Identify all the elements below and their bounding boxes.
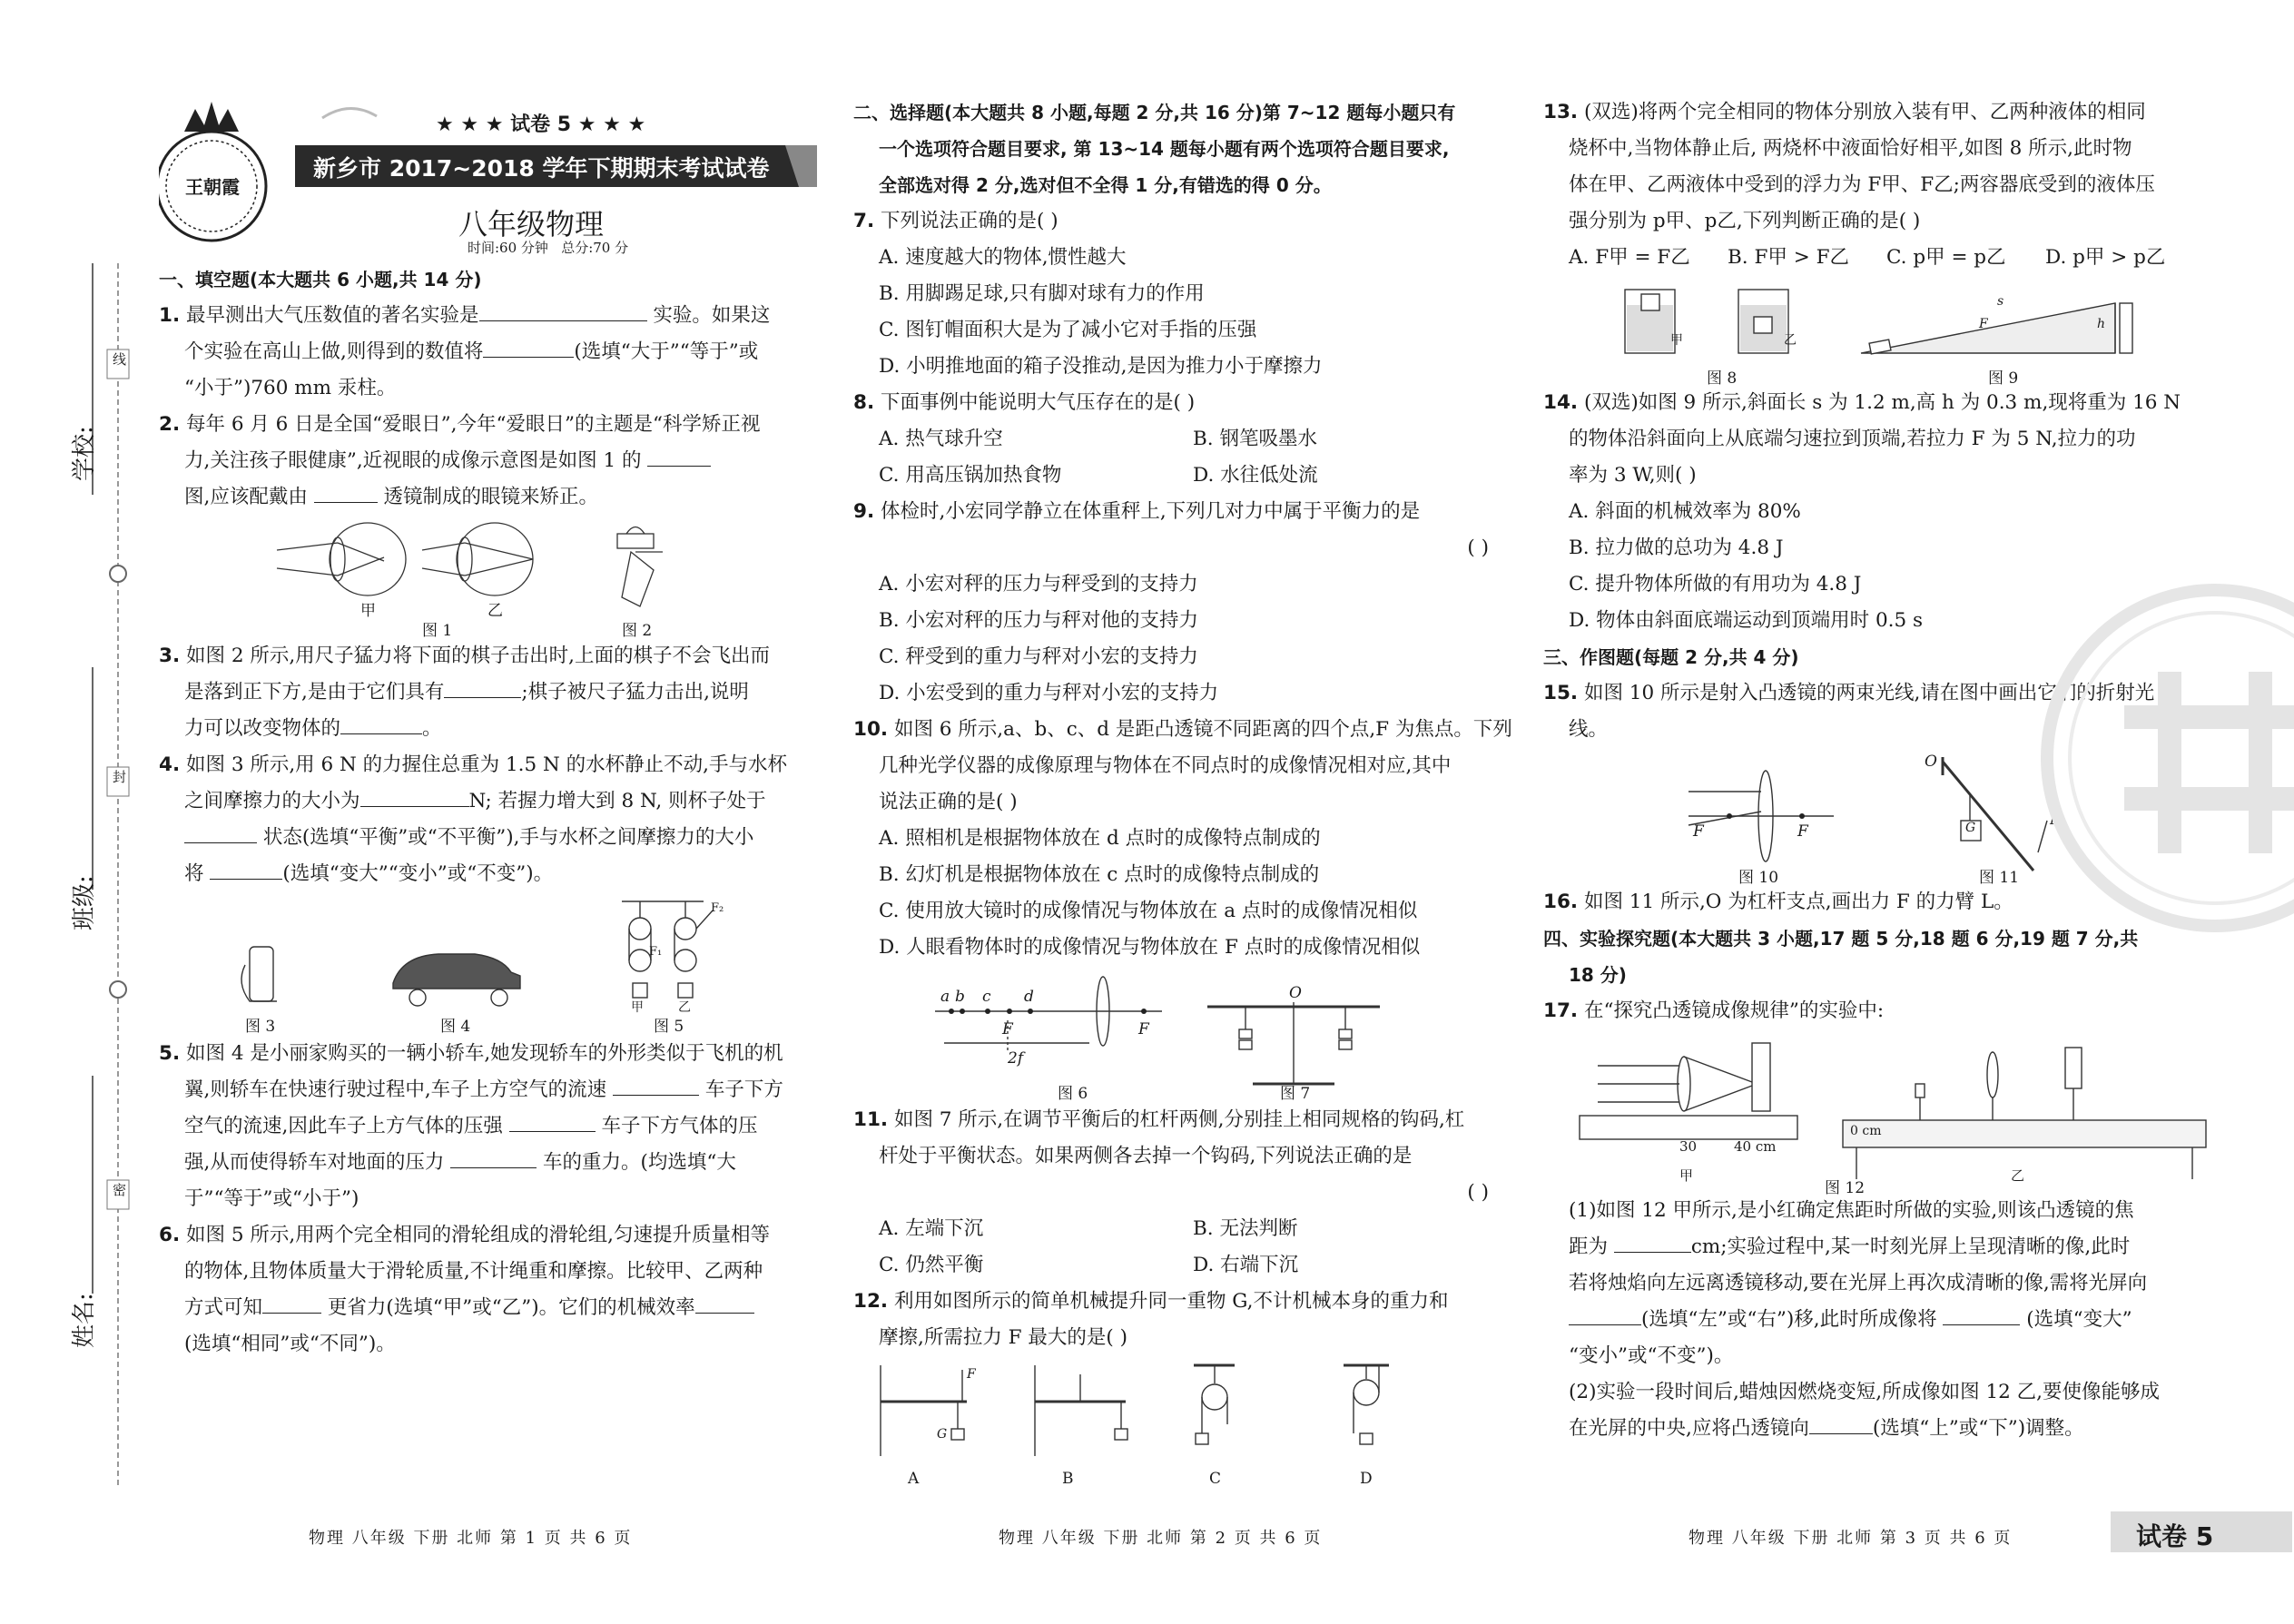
q16-line: 16. 如图 11 所示,O 为杠杆支点,画出力 F 的力臂 L。 [1543, 891, 2013, 913]
q12-line-2: 摩擦,所需拉力 F 最大的是( ) [879, 1326, 1128, 1349]
fig6-caption: 图 6 [1058, 1085, 1088, 1103]
fig9-h: h [2097, 317, 2106, 331]
q8-option-b[interactable]: B. 钢笔吸墨水 [1193, 428, 1317, 450]
lens-lever-diagram [853, 966, 1507, 1102]
q14-line-3: 率为 3 W,则( ) [1569, 464, 1697, 487]
fig10-f-right: F [1797, 822, 1808, 841]
q12-label-b[interactable]: B [1062, 1470, 1074, 1488]
q11-options-row-1 [853, 1211, 1507, 1247]
q17-blank-2[interactable] [1569, 1305, 1641, 1325]
q14-option-a[interactable]: A. 斜面的机械效率为 80% [1569, 500, 1801, 523]
q10-line-2: 几种光学仪器的成像原理与物体在不同点时的成像情况相对应,其中 [879, 754, 1452, 777]
fig7-caption: 图 7 [1280, 1085, 1311, 1103]
q13-line-3: 体在甲、乙两液体中受到的浮力为 F甲、F乙;两容器底受到的液体压 [1569, 173, 2155, 196]
seal-watermark [2033, 581, 2294, 935]
q5-line-2: 翼,则轿车在快速行驶过程中,车子上方空气的流速 车子下方 [159, 1072, 822, 1108]
q6-line-1: 6. 如图 5 所示,用两个完全相同的滑轮组成的滑轮组,匀速提升质量相等 [159, 1224, 771, 1246]
q11-line-1: 11. 如图 7 所示,在调节平衡后的杠杆两侧,分别挂上相同规格的钩码,杠 [853, 1108, 1465, 1131]
figures-3-5 [159, 892, 822, 1036]
q8-option-d[interactable]: D. 水往低处流 [1193, 464, 1318, 487]
fig6-f-left: F [1002, 1020, 1013, 1038]
q14-option-b[interactable]: B. 拉力做的总功为 4.8 J [1569, 536, 1784, 559]
section-4-heading-2: 18 分) [1569, 964, 1627, 986]
exam-title: 新乡市 2017~2018 学年下期期末考试试卷 [313, 155, 770, 182]
fig1-caption: 图 1 [422, 622, 453, 640]
q6-blank-1[interactable] [262, 1294, 321, 1314]
q6-line-2: 的物体,且物体质量大于滑轮质量,不计绳重和摩擦。比较甲、乙两种 [184, 1260, 763, 1283]
q13-line-1: 13. (双选)将两个完全相同的物体分别放入装有甲、乙两种液体的相同 [1543, 101, 2146, 123]
q12-label-c[interactable]: C [1209, 1470, 1222, 1488]
q6-line-3: 方式可知 更省力(选填“甲”或“乙”)。它们的机械效率 [159, 1290, 822, 1326]
fig10-caption: 图 10 [1738, 869, 1779, 887]
fig10-f-left: F [1693, 822, 1704, 841]
q2-line-1: 2. 每年 6 月 6 日是全国“爱眼日”,今年“爱眼日”的主题是“科学矫正视 [159, 413, 761, 436]
q13-line-4: 强分别为 p甲、p乙,下列判断正确的是( ) [1569, 210, 1921, 232]
fig12-tick-40: 40 cm [1734, 1138, 1777, 1155]
fig1-label-b: 乙 [487, 602, 503, 620]
subject-title: 八年级物理 [458, 207, 605, 241]
q10-option-c[interactable]: C. 使用放大镜时的成像情况与物体放在 a 点时的成像情况相似 [879, 900, 1418, 922]
name-label: 姓名: [71, 1293, 98, 1348]
q10-option-b[interactable]: B. 幻灯机是根据物体放在 c 点时的成像特点制成的 [879, 863, 1320, 886]
q15-line-1: 15. 如图 10 所示是射入凸透镜的两束光线,请在图中画出它们的折射光 [1543, 682, 2155, 704]
fig11-caption: 图 11 [1979, 869, 2020, 887]
q10-line-1: 10. 如图 6 所示,a、b、c、d 是距凸透镜不同距离的四个点,F 为焦点。下列 [853, 718, 1512, 741]
q2-line-3: 图,应该配戴由 透镜制成的眼镜来矫正。 [159, 479, 822, 516]
school-label: 学校: [71, 426, 98, 481]
fig11-f: F [2050, 813, 2059, 828]
q1-line-2: 个实验在高山上做,则得到的数值将 (选填“大于”“等于”或 [159, 334, 822, 370]
q11-option-b[interactable]: B. 无法判断 [1193, 1217, 1298, 1240]
binding-line [0, 0, 159, 1624]
figure-12 [1543, 1029, 2220, 1197]
class-label: 班级: [71, 875, 98, 930]
q9-option-d[interactable]: D. 小宏受到的重力与秤对小宏的支持力 [879, 682, 1219, 704]
q17-blank-4[interactable] [1809, 1414, 1873, 1434]
fig6-b: b [955, 988, 965, 1006]
fig6-c: c [982, 988, 991, 1006]
q8-options-row-1 [853, 421, 1507, 458]
q11-options-row-2 [853, 1247, 1507, 1284]
optical-bench-diagram [1543, 1029, 2220, 1193]
seal-label-3: 密 [111, 1183, 127, 1196]
q13-option-b[interactable]: B. F甲 > F乙 [1728, 246, 1849, 269]
q4-blank-2[interactable] [184, 823, 257, 843]
fig5-caption: 图 5 [654, 1018, 684, 1036]
fig11-g: G [1965, 821, 1976, 835]
q7-option-d[interactable]: D. 小明推地面的箱子没推动,是因为推力小于摩擦力 [879, 355, 1323, 378]
section-3-heading: 三、作图题(每题 2 分,共 4 分) [1543, 646, 1799, 668]
fig12-label-b: 乙 [2011, 1167, 2025, 1184]
fig8-caption: 图 8 [1707, 369, 1738, 388]
q7-option-b[interactable]: B. 用脚踢足球,只有脚对球有力的作用 [879, 282, 1205, 305]
fig5-f2: F₂ [711, 901, 724, 915]
q17-blank-1[interactable] [1614, 1233, 1691, 1253]
q10-line-3: 说法正确的是( ) [879, 791, 1018, 813]
q3-line-2: 是落到正下方,是由于它们具有 ;棋子被尺子猛力击出,说明 [159, 674, 822, 711]
q11-option-a[interactable]: A. 左端下沉 [879, 1217, 984, 1240]
q3-line-3: 力可以改变物体的 。 [159, 711, 822, 747]
q11-line-2: 杆处于平衡状态。如果两侧各去掉一个钩码,下列说法正确的是 [879, 1145, 1413, 1167]
q8-options-row-2 [853, 458, 1507, 494]
figures-1-2 [159, 516, 822, 638]
footer-page-1: 物理 八年级 下册 北师 第 1 页 共 6 页 [309, 1529, 633, 1548]
q7-option-c[interactable]: C. 图钉帽面积大是为了减小它对手指的压强 [879, 319, 1257, 341]
q14-line-2: 的物体沿斜面向上从底端匀速拉到顶端,若拉力 F 为 5 N,拉力的功 [1569, 428, 2136, 450]
q9-paren: ( ) [1467, 536, 1489, 559]
q1-blank-1[interactable] [479, 301, 647, 321]
section-2-heading-3: 全部选对得 2 分,选对但不全得 1 分,有错选的得 0 分。 [879, 174, 1332, 196]
footer-page-3: 物理 八年级 下册 北师 第 3 页 共 6 页 [1689, 1529, 2013, 1548]
binding-margin [0, 0, 159, 1624]
fig11-o: O [1925, 753, 1937, 771]
q3-blank-2[interactable] [340, 714, 422, 734]
paper-tag-bar [2111, 1511, 2292, 1552]
section-4-heading-1: 四、实验探究题(本大题共 3 小题,17 题 5 分,18 题 6 分,19 题 7 分,共 [1543, 928, 2139, 950]
q2-line-2: 力,关注孩子眼健康”,近视眼的成像示意图是如图 1 的 [159, 443, 822, 479]
q5-blank-3[interactable] [450, 1148, 537, 1168]
q4-line-4: 将 (选填“变大”“变小”或“不变”)。 [159, 856, 822, 892]
q11-option-d[interactable]: D. 右端下沉 [1193, 1254, 1299, 1276]
fig6-a: a [940, 988, 950, 1006]
section-2-heading-2: 一个选项符合题目要求, 第 13~14 题每小题有两个选项符合题目要求, [879, 138, 1450, 160]
q13-option-a[interactable]: A. F甲 = F乙 [1569, 246, 1690, 269]
q17-part2-line-2: 在光屏的中央,应将凸透镜向 (选填“上”或“下”)调整。 [1543, 1411, 2220, 1447]
fig8-label-a: 甲 [1670, 333, 1683, 348]
q12-figure [853, 1356, 1507, 1492]
fig12-caption: 图 12 [1825, 1179, 1866, 1197]
q17-part1-line-1: (1)如图 12 甲所示,是小红确定焦距时所做的实验,则该凸透镜的焦 [1569, 1199, 2134, 1222]
q5-line-3: 空气的流速,因此车子上方气体的压强 车子下方气体的压 [159, 1108, 822, 1145]
fig5-label-b: 乙 [678, 1000, 691, 1015]
q11-paren: ( ) [1467, 1181, 1489, 1204]
seal-label-1: 线 [111, 352, 127, 366]
q4-line-3: 状态(选填“平衡”或“不平衡”),手与水杯之间摩擦力的大小 [159, 820, 822, 856]
q8-option-a[interactable]: A. 热气球升空 [879, 428, 1003, 450]
fig6-d: d [1024, 988, 1034, 1006]
q6-line-4: (选填“相同”或“不同”)。 [184, 1333, 396, 1355]
q6-blank-2[interactable] [695, 1294, 754, 1314]
q14-line-1: 14. (双选)如图 9 所示,斜面长 s 为 1.2 m,高 h 为 0.3 m,现将重为 16 N [1543, 391, 2181, 414]
q14-option-c[interactable]: C. 提升物体所做的有用功为 4.8 J [1569, 573, 1862, 595]
simple-machines-diagram [853, 1356, 1507, 1492]
q13-line-2: 烧杯中,当物体静止后, 两烧杯中液面恰好相平,如图 8 所示,此时物 [1569, 137, 2132, 160]
fig7-o: O [1289, 984, 1302, 1002]
q5-line-1: 5. 如图 4 是小丽家购买的一辆小轿车,她发现轿车的外形类似于飞机的机 [159, 1042, 783, 1065]
seal-label-2: 封 [111, 770, 127, 783]
q8-option-c[interactable]: C. 用高压锅加热食物 [879, 464, 1062, 487]
q3-line-1: 3. 如图 2 所示,用尺子猛力将下面的棋子击出时,上面的棋子不会飞出而 [159, 645, 771, 667]
q13-option-c[interactable]: C. p甲 = p乙 [1886, 246, 2006, 269]
fig12-label-a: 甲 [1679, 1167, 1694, 1184]
q17-part2-line-1: (2)实验一段时间后,蜡烛因燃烧变短,所成像如图 12 乙,要使像能够成 [1569, 1381, 2160, 1403]
q4-blank-3[interactable] [210, 860, 282, 880]
q12-label-d[interactable]: D [1360, 1470, 1373, 1488]
q14-option-d[interactable]: D. 物体由斜面底端运动到顶端用时 0.5 s [1569, 609, 1924, 632]
q11-option-c[interactable]: C. 仍然平衡 [879, 1254, 984, 1276]
q8-stem: 8. 下面事例中能说明大气压存在的是( ) [853, 391, 1196, 414]
q12-g-label: G [937, 1427, 948, 1442]
q9-stem: 9. 体检时,小宏同学静立在体重秤上,下列几对力中属于平衡力的是 [853, 500, 1421, 523]
fig5-label-a: 甲 [631, 1000, 644, 1015]
beaker-incline-diagram [1543, 276, 2220, 385]
fig9-caption: 图 9 [1988, 369, 2019, 388]
fig8-label-b: 乙 [1784, 333, 1797, 348]
fig6-f-right: F [1138, 1020, 1149, 1038]
q5-line-4: 强,从而使得轿车对地面的压力 车的重力。(均选填“大 [159, 1145, 822, 1181]
q17-part1-line-3: 若将烛焰向左远离透镜移动,要在光屏上再次成清晰的像,需将光屏向 [1569, 1272, 2148, 1294]
fig3-caption: 图 3 [245, 1018, 276, 1036]
q2-blank-2[interactable] [314, 483, 378, 503]
footer-page-2: 物理 八年级 下册 北师 第 2 页 共 6 页 [999, 1529, 1323, 1548]
q12-f-label: F [967, 1367, 976, 1382]
paper-badge: ★ ★ ★ 试卷 5 ★ ★ ★ [436, 113, 646, 136]
figures-6-7 [853, 966, 1507, 1102]
fig6-2f: 2f [1008, 1049, 1024, 1068]
q7-stem: 7. 下列说法正确的是( ) [853, 210, 1058, 232]
q12-line-1: 12. 利用如图所示的简单机械提升同一重物 G,不计机械本身的重力和 [853, 1290, 1449, 1313]
q9-option-b[interactable]: B. 小宏对秤的压力与秤对他的支持力 [879, 609, 1198, 632]
q5-blank-2[interactable] [509, 1112, 596, 1132]
q10-option-d[interactable]: D. 人眼看物体时的成像情况与物体放在 F 点时的成像情况相似 [879, 936, 1421, 959]
q3-blank-1[interactable] [444, 678, 521, 698]
q17-line-1: 17. 在“探究凸透镜成像规律”的实验中: [1543, 999, 1885, 1022]
q12-label-a[interactable]: A [908, 1470, 920, 1488]
page-1-column [159, 261, 822, 1363]
q9-option-a[interactable]: A. 小宏对秤的压力与秤受到的支持力 [879, 573, 1198, 595]
fig12-tick-30: 30 [1679, 1138, 1698, 1155]
q4-blank-1[interactable] [360, 787, 469, 807]
exam-meta: 时间:60 分钟 总分:70 分 [468, 240, 629, 256]
q5-line-5: 于”“等于”或“小于”) [184, 1187, 359, 1210]
q4-line-1: 4. 如图 3 所示,用 6 N 的力握住总重为 1.5 N 的水杯静止不动,手与水杯 [159, 753, 788, 776]
q15-line-2: 线。 [1569, 718, 1609, 741]
paper-tag: 试卷 5 [2136, 1521, 2214, 1551]
section-2-heading-1: 二、选择题(本大题共 8 小题,每题 2 分,共 16 分)第 7~12 题每小题只有 [853, 102, 1456, 123]
q1-line-1: 1. 最早测出大气压数值的著名实验是 实验。如果这 [159, 298, 822, 334]
q2-blank-1[interactable] [647, 447, 711, 467]
q17-part1-line-5: “变小”或“不变”)。 [1569, 1344, 1734, 1367]
q17-part1-line-4: (选填“左”或“右”)移,此时所成像将 (选填“变大” [1543, 1302, 2220, 1338]
q17-blank-3[interactable] [1943, 1305, 2020, 1325]
fig5-f1: F₁ [649, 945, 663, 959]
q17-part1-line-2: 距为 cm;实验过程中,某一时刻光屏上呈现清晰的像,此时 [1543, 1229, 2220, 1265]
q1-line-3: “小于”)760 mm 汞柱。 [184, 377, 397, 399]
fig4-caption: 图 4 [440, 1018, 471, 1036]
fig12-tick-0: 0 cm [1850, 1124, 1882, 1138]
q13-options [1543, 240, 2220, 276]
q10-option-a[interactable]: A. 照相机是根据物体放在 d 点时的成像特点制成的 [879, 827, 1321, 850]
q7-option-a[interactable]: A. 速度越大的物体,惯性越大 [879, 246, 1127, 269]
q5-blank-1[interactable] [613, 1076, 699, 1096]
fig9-s: s [1997, 294, 2004, 309]
figures-8-9 [1543, 276, 2220, 388]
fig9-f: F [1979, 317, 1988, 331]
section-1-heading: 一、填空题(本大题共 6 小题,共 14 分) [159, 269, 482, 290]
q13-option-d[interactable]: D. p甲 > p乙 [2045, 246, 2166, 269]
fig2-caption: 图 2 [622, 622, 653, 640]
fig1-label-a: 甲 [360, 602, 376, 620]
page-2-column [853, 94, 1512, 1492]
q4-line-2: 之间摩擦力的大小为 N; 若握力增大到 8 N, 则杯子处于 [159, 783, 822, 820]
q9-option-c[interactable]: C. 秤受到的重力与秤对小宏的支持力 [879, 645, 1198, 668]
brand-logo: 王朝霞 [185, 176, 240, 198]
q1-blank-2[interactable] [483, 338, 574, 358]
